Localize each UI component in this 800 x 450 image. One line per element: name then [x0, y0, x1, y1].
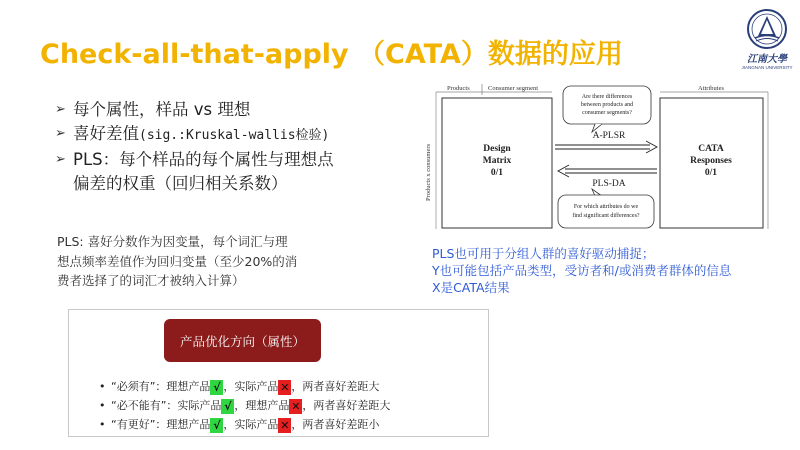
row-suffix: ，两者喜好差距小: [291, 418, 380, 431]
optimization-row-must-not-have: [99, 396, 489, 415]
optimization-panel: [68, 309, 489, 437]
chevron-right-icon: ➢: [55, 102, 66, 117]
blue-note-line: X是CATA结果: [432, 280, 510, 295]
bullet-dot: •: [99, 399, 106, 412]
header-attributes: Attributes: [698, 85, 724, 92]
blue-note-line: Y也可能包括产品类型，受访者和/或消费者群体的信息: [432, 263, 732, 278]
row-middle: ，理想产品: [234, 399, 290, 412]
check-icon: √: [210, 380, 223, 395]
optimization-list: [99, 377, 489, 434]
logo-chinese-text: 江南大學: [747, 54, 787, 65]
cross-icon: ✕: [291, 399, 301, 413]
row-middle: ，实际产品: [223, 418, 279, 431]
cross-icon: ✕: [280, 418, 290, 432]
product-optimization-button[interactable]: 产品优化方向（属性）: [164, 319, 321, 362]
header-consumer-segment: Consumer segment: [488, 85, 539, 92]
chevron-right-icon: ➢: [55, 126, 66, 141]
bullet-text: 每个属性，样品 vs 理想: [73, 100, 251, 119]
y-axis-label: Products x consumers: [425, 143, 432, 201]
bullet-dot: •: [99, 418, 106, 431]
arrow-right-icon: [555, 141, 657, 153]
pls-diagram: [420, 83, 774, 235]
design-matrix-line2: Matrix: [482, 156, 512, 166]
university-logo: [738, 8, 796, 72]
optimization-row-nice-to-have: [99, 415, 489, 434]
optimization-row-must-have: [99, 377, 489, 396]
cata-responses-line3: 0/1: [704, 168, 718, 178]
pls-blue-notes: [432, 245, 772, 296]
header-products: Products: [447, 85, 470, 92]
note-line: 想点频率差值作为回归变量（至少20%的消: [57, 253, 298, 269]
note-line: 费者选择了的词汇才被纳入计算）: [57, 273, 245, 288]
bullet-text: PLS：每个样品的每个属性与理想点: [73, 150, 334, 169]
bullet-text: 喜好差值: [73, 124, 139, 143]
pls-da-label: PLS-DA: [592, 179, 626, 189]
row-middle: ，实际产品: [223, 380, 279, 393]
row-prefix: “必不能有”：实际产品: [111, 399, 222, 412]
cata-responses-line1: CATA: [698, 144, 724, 154]
row-suffix: ，两者喜好差距大: [291, 380, 380, 393]
bullet-test-note: (sig.:Kruskal-wallis检验): [139, 128, 330, 143]
bullet-item: [55, 148, 415, 172]
bullet-continuation: [55, 172, 415, 196]
top-bubble-line2: between products and: [580, 102, 634, 108]
bullet-dot: •: [99, 380, 106, 393]
check-icon: √: [221, 399, 234, 414]
check-icon: √: [210, 418, 223, 433]
bullet-item: [55, 122, 415, 148]
row-prefix: “有更好”：理想产品: [111, 418, 211, 431]
bullet-item: [55, 98, 415, 122]
design-matrix-line3: 0/1: [490, 168, 504, 178]
pls-note: [57, 232, 362, 291]
bullet-text: 偏差的权重（回归相关系数）: [73, 174, 288, 193]
slide-title: Check-all-that-apply （CATA）数据的应用: [40, 39, 623, 70]
logo-english-text: JIANGNAN UNIVERSITY: [741, 65, 793, 70]
chevron-right-icon: ➢: [55, 152, 66, 167]
bottom-bubble-line2: find significant differences?: [572, 213, 640, 219]
top-bubble-line3: consumer segments?: [582, 110, 632, 116]
note-line: PLS: 喜好分数作为因变量，每个词汇与理: [57, 234, 288, 249]
cross-icon: ✕: [280, 380, 290, 394]
cata-responses-line2: Responses: [690, 156, 732, 166]
row-prefix: “必须有”：理想产品: [111, 380, 211, 393]
question-bubble-bottom: [558, 195, 654, 228]
bullet-list: [55, 98, 415, 196]
arrow-left-icon: [558, 165, 657, 177]
bottom-bubble-line1: For which attributes do we: [573, 204, 639, 210]
row-suffix: ，两者喜好差距大: [302, 399, 391, 412]
blue-note-line: PLS也可用于分组人群的喜好驱动捕捉；: [432, 246, 655, 261]
top-bubble-line1: Are there differences: [581, 94, 633, 100]
a-plsr-label: A-PLSR: [592, 131, 626, 141]
university-emblem-icon: [738, 8, 796, 50]
design-matrix-line1: Design: [483, 144, 511, 154]
